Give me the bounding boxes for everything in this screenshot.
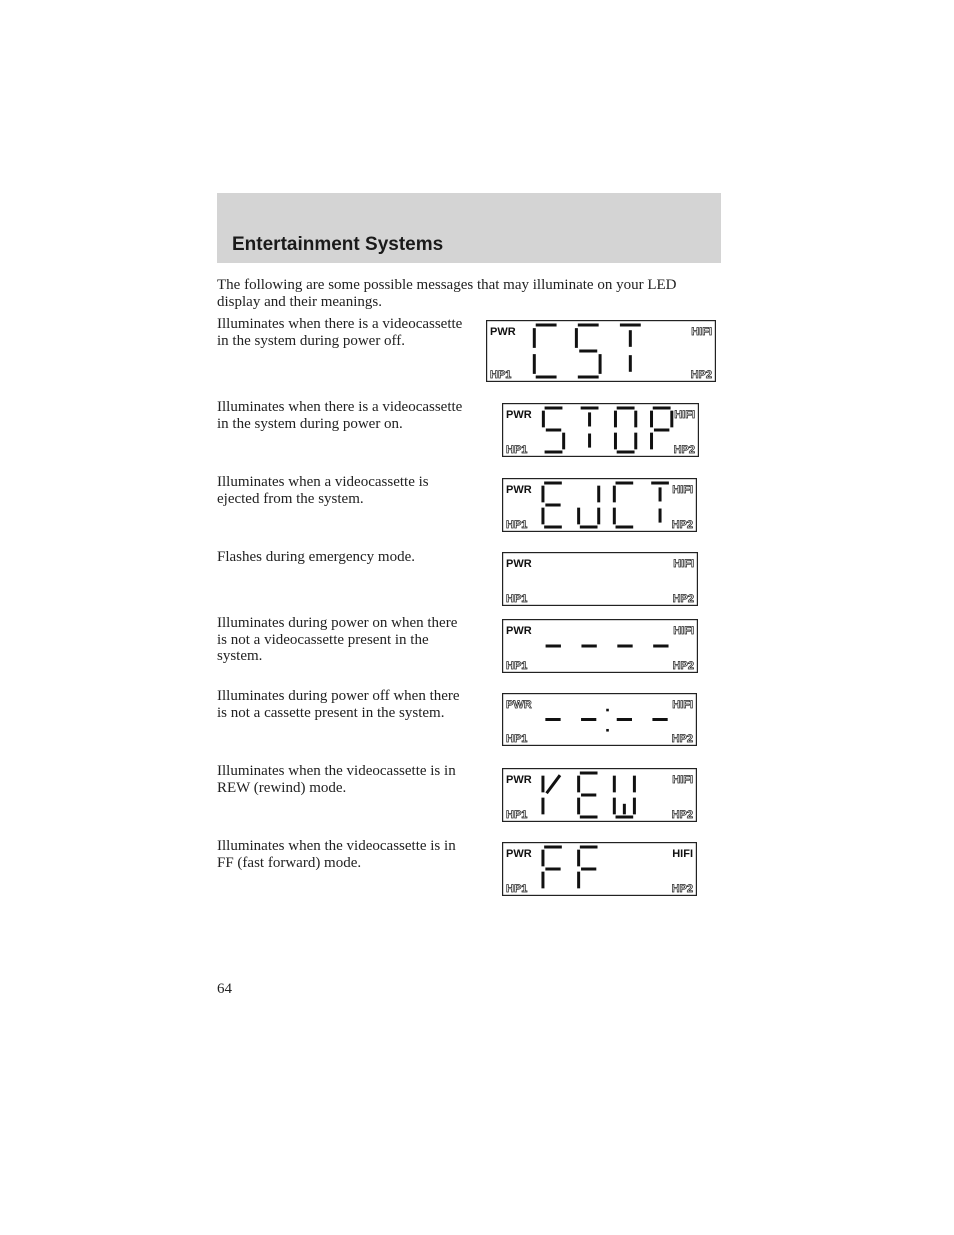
lcd-colon-dot (606, 729, 609, 732)
lcd-display-emergency (502, 552, 698, 606)
lcd-digit (581, 408, 599, 448)
lcd-pwr-indicator: PWR (506, 774, 532, 786)
lcd-hp1-indicator: HP1 (506, 519, 528, 531)
lcd-hp2-indicator: HP2 (671, 733, 693, 745)
entry-description-stop: Illuminates when there is a videocassette in the system during power on. (217, 399, 463, 432)
entry-description-no-tape-on: Illuminates during power on when there is not a videocassette present in the system. (217, 615, 458, 664)
lcd-hifi-indicator: HIFI (672, 774, 693, 786)
lcd-hifi-indicator: HIFI (673, 558, 694, 570)
lcd-hifi-indicator: HIFI (672, 699, 693, 711)
lcd-hp1-indicator: HP1 (506, 883, 528, 895)
lcd-digit (543, 847, 562, 888)
lcd-hp1-indicator: HP1 (490, 369, 512, 381)
lcd-hp2-indicator: HP2 (672, 593, 694, 605)
entry-description-emergency: Flashes during emergency mode. (217, 549, 416, 565)
lcd-hp2-indicator: HP2 (671, 883, 693, 895)
lcd-pwr-indicator: PWR (506, 558, 532, 570)
lcd-digit (576, 325, 600, 377)
lcd-hp1-indicator: HP1 (506, 660, 528, 672)
lcd-pwr-indicator: PWR (506, 848, 532, 860)
lcd-digit (652, 408, 672, 449)
lcd-pwr-indicator: PWR (506, 625, 532, 637)
lcd-display-no-tape-on (502, 619, 698, 673)
lcd-pwr-indicator: PWR (506, 409, 532, 421)
entry-description-ejct: Illuminates when a videocassette is ejected from the system. (217, 474, 429, 507)
lcd-hp1-indicator: HP1 (506, 444, 528, 456)
lcd-pwr-indicator: PWR (490, 326, 516, 338)
lcd-hifi-indicator: HIFI (672, 484, 693, 496)
lcd-hifi-indicator: HIFI (674, 409, 695, 421)
lcd-display-ff (502, 842, 697, 896)
lcd-display-ejct (502, 478, 697, 532)
lcd-digit (579, 773, 598, 817)
entry-description-ff: Illuminates when the videocassette is in FF (fast forward) mode. (217, 838, 456, 871)
lcd-hp2-indicator: HP2 (672, 660, 694, 672)
lcd-display-rew (502, 768, 697, 822)
lcd-hifi-indicator: HIFI (673, 625, 694, 637)
lcd-digit (543, 408, 563, 452)
intro-paragraph: The following are some possible messages that may illuminate on your LED display and their meanings. (217, 277, 677, 310)
lcd-pwr-indicator: PWR (506, 699, 532, 711)
lcd-digit (543, 483, 562, 527)
lcd-hp2-indicator: HP2 (671, 519, 693, 531)
lcd-hifi-indicator: HIFI (672, 848, 693, 860)
lcd-display-no-tape-off (502, 693, 697, 746)
lcd-digit (579, 486, 599, 527)
entry-description-no-tape-off: Illuminates during power off when there is not a cassette present in the system. (217, 688, 460, 721)
lcd-digit (620, 325, 641, 372)
lcd-hifi-indicator: HIFI (691, 326, 712, 338)
lcd-digit (543, 775, 560, 814)
lcd-digit (534, 325, 556, 377)
lcd-pwr-indicator: PWR (506, 484, 532, 496)
lcd-segment (547, 775, 560, 793)
entry-description-cst: Illuminates when there is a videocassette in the system during power off. (217, 316, 463, 349)
lcd-digit (614, 483, 633, 527)
lcd-hp2-indicator: HP2 (671, 809, 693, 821)
lcd-digit (579, 847, 598, 888)
entry-description-rew: Illuminates when the videocassette is in REW (rewind) mode. (217, 763, 456, 796)
page-number: 64 (217, 981, 232, 997)
lcd-display-stop (502, 403, 699, 457)
lcd-colon-dot (606, 709, 609, 712)
lcd-display-cst (486, 320, 716, 382)
lcd-hp1-indicator: HP1 (506, 733, 528, 745)
lcd-digit (614, 776, 634, 817)
lcd-hp1-indicator: HP1 (506, 809, 528, 821)
section-title: Entertainment Systems (232, 234, 444, 255)
lcd-hp2-indicator: HP2 (690, 369, 712, 381)
lcd-hp2-indicator: HP2 (673, 444, 695, 456)
lcd-digit (615, 408, 635, 452)
lcd-hp1-indicator: HP1 (506, 593, 528, 605)
section-header-band (217, 193, 721, 263)
lcd-frame (503, 553, 698, 606)
lcd-digit (651, 483, 669, 523)
